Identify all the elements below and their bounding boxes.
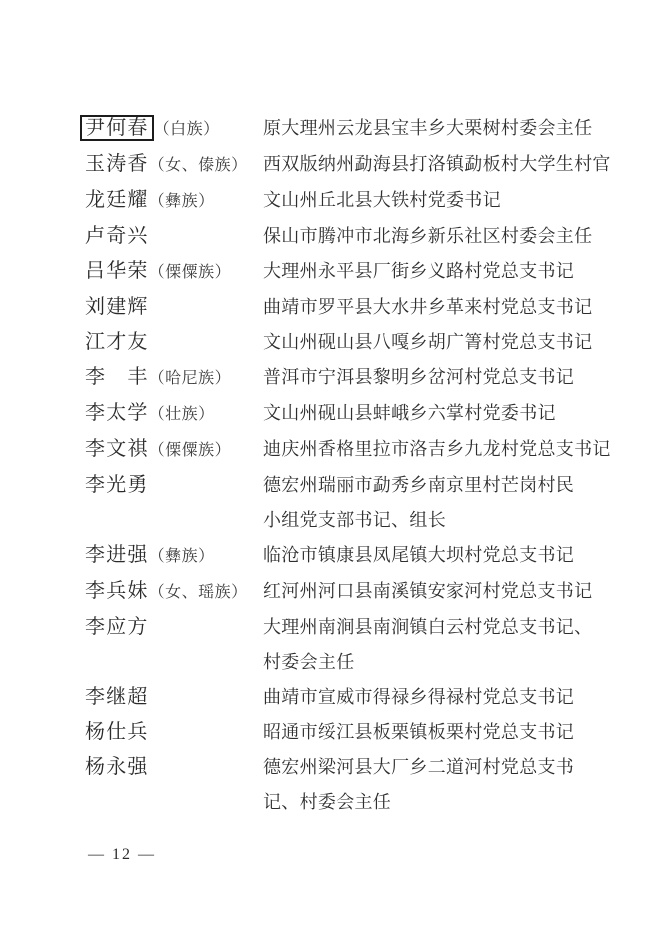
position-description (263, 715, 630, 750)
name-cell (85, 574, 263, 610)
position-description (263, 432, 630, 467)
list-item (85, 325, 630, 360)
person-name: 杨永强 (85, 756, 149, 778)
list-item (85, 715, 630, 750)
list-item (85, 538, 630, 574)
person-name: 刘建辉 (85, 296, 149, 318)
name-cell (85, 715, 263, 750)
list-item (85, 610, 630, 680)
name-cell (85, 680, 263, 715)
person-name: 江才友 (85, 331, 149, 353)
description-line: 德宏州瑞丽市勐秀乡南京里村芒岗村民 (263, 475, 575, 495)
list-item (85, 360, 630, 396)
name-cell (85, 538, 263, 574)
position-description (263, 396, 630, 431)
position-description (263, 538, 630, 573)
name-cell (85, 147, 263, 183)
person-name: 李兵妹 (85, 580, 149, 602)
ethnicity-label: （女、瑶族） (148, 584, 248, 601)
list-item (85, 468, 630, 538)
list-item (85, 254, 630, 290)
ethnicity-label: （傈僳族） (148, 442, 232, 459)
person-name: 李光勇 (85, 474, 149, 496)
list-item (85, 574, 630, 610)
description-line: 红河州河口县南溪镇安家河村党总支书记 (263, 581, 593, 601)
description-line: 临沧市镇康县凤尾镇大坝村党总支书记 (263, 545, 575, 565)
description-line: 普洱市宁洱县黎明乡岔河村党总支书记 (263, 367, 575, 387)
ethnicity-label: （女、傣族） (148, 157, 248, 174)
ethnicity-label: （彝族） (148, 548, 215, 565)
list-item (85, 680, 630, 715)
ethnicity-label: （彝族） (148, 193, 215, 210)
person-name-boxed[interactable]: 尹何春 (80, 115, 154, 141)
list-item (85, 147, 630, 183)
description-line: 记、村委会主任 (263, 792, 392, 812)
description-line: 西双版纳州勐海县打洛镇勐板村大学生村官 (263, 154, 611, 174)
ethnicity-label: （壮族） (148, 406, 215, 423)
position-description (263, 468, 630, 538)
description-line: 大理州永平县厂街乡义路村党总支书记 (263, 261, 575, 281)
position-description (263, 183, 630, 218)
description-line: 文山州砚山县八嘎乡胡广箐村党总支书记 (263, 332, 593, 352)
name-cell (85, 290, 263, 325)
person-name: 龙廷耀 (85, 189, 149, 211)
description-line: 曲靖市宣威市得禄乡得禄村党总支书记 (263, 687, 575, 707)
name-cell (85, 254, 263, 290)
description-line: 小组党支部书记、组长 (263, 510, 446, 530)
description-line: 保山市腾冲市北海乡新乐社区村委会主任 (263, 226, 593, 246)
position-description (263, 750, 630, 820)
position-description (263, 680, 630, 715)
description-line: 曲靖市罗平县大水井乡革来村党总支书记 (263, 297, 593, 317)
position-description (263, 290, 630, 325)
position-description (263, 111, 630, 146)
list-item (85, 290, 630, 325)
description-line: 迪庆州香格里拉市洛吉乡九龙村党总支书记 (263, 439, 611, 459)
list-item (85, 111, 630, 147)
honoree-list (85, 111, 630, 820)
description-line: 文山州丘北县大铁村党委书记 (263, 190, 501, 210)
person-name: 李继超 (85, 686, 149, 708)
description-line: 德宏州梁河县大厂乡二道河村党总支书 (263, 757, 575, 777)
list-item (85, 219, 630, 254)
name-cell (85, 325, 263, 360)
description-line: 原大理州云龙县宝丰乡大栗树村委会主任 (263, 118, 593, 138)
person-name: 杨仕兵 (85, 721, 149, 743)
list-item (85, 432, 630, 468)
person-name: 卢奇兴 (85, 225, 149, 247)
ethnicity-label: （哈尼族） (148, 370, 232, 387)
list-item (85, 750, 630, 820)
position-description (263, 360, 630, 395)
position-description (263, 147, 630, 182)
person-name: 吕华荣 (85, 260, 149, 282)
position-description (263, 325, 630, 360)
position-description (263, 254, 630, 289)
position-description (263, 574, 630, 609)
description-line: 村委会主任 (263, 652, 355, 672)
ethnicity-label: （白族） (153, 121, 220, 138)
name-cell (85, 396, 263, 432)
page-number: — 12 — (88, 846, 156, 863)
name-cell (85, 183, 263, 219)
position-description (263, 610, 630, 680)
name-cell (85, 432, 263, 468)
person-name: 玉涛香 (85, 153, 149, 175)
ethnicity-label: （傈僳族） (148, 264, 232, 281)
name-cell (85, 111, 263, 147)
person-name: 李 丰 (85, 366, 149, 388)
person-name: 李文祺 (85, 438, 149, 460)
name-cell (85, 750, 263, 785)
description-line: 文山州砚山县蚌峨乡六掌村党委书记 (263, 403, 556, 423)
person-name: 李太学 (85, 402, 149, 424)
position-description (263, 219, 630, 254)
name-cell (85, 360, 263, 396)
description-line: 大理州南涧县南涧镇白云村党总支书记、 (263, 617, 593, 637)
name-cell (85, 468, 263, 503)
name-cell (85, 610, 263, 645)
description-line: 昭通市绥江县板栗镇板栗村党总支书记 (263, 722, 575, 742)
name-cell (85, 219, 263, 254)
page-footer (88, 846, 156, 864)
person-name: 李应方 (85, 616, 149, 638)
list-item (85, 396, 630, 432)
list-item (85, 183, 630, 219)
person-name: 李进强 (85, 544, 149, 566)
